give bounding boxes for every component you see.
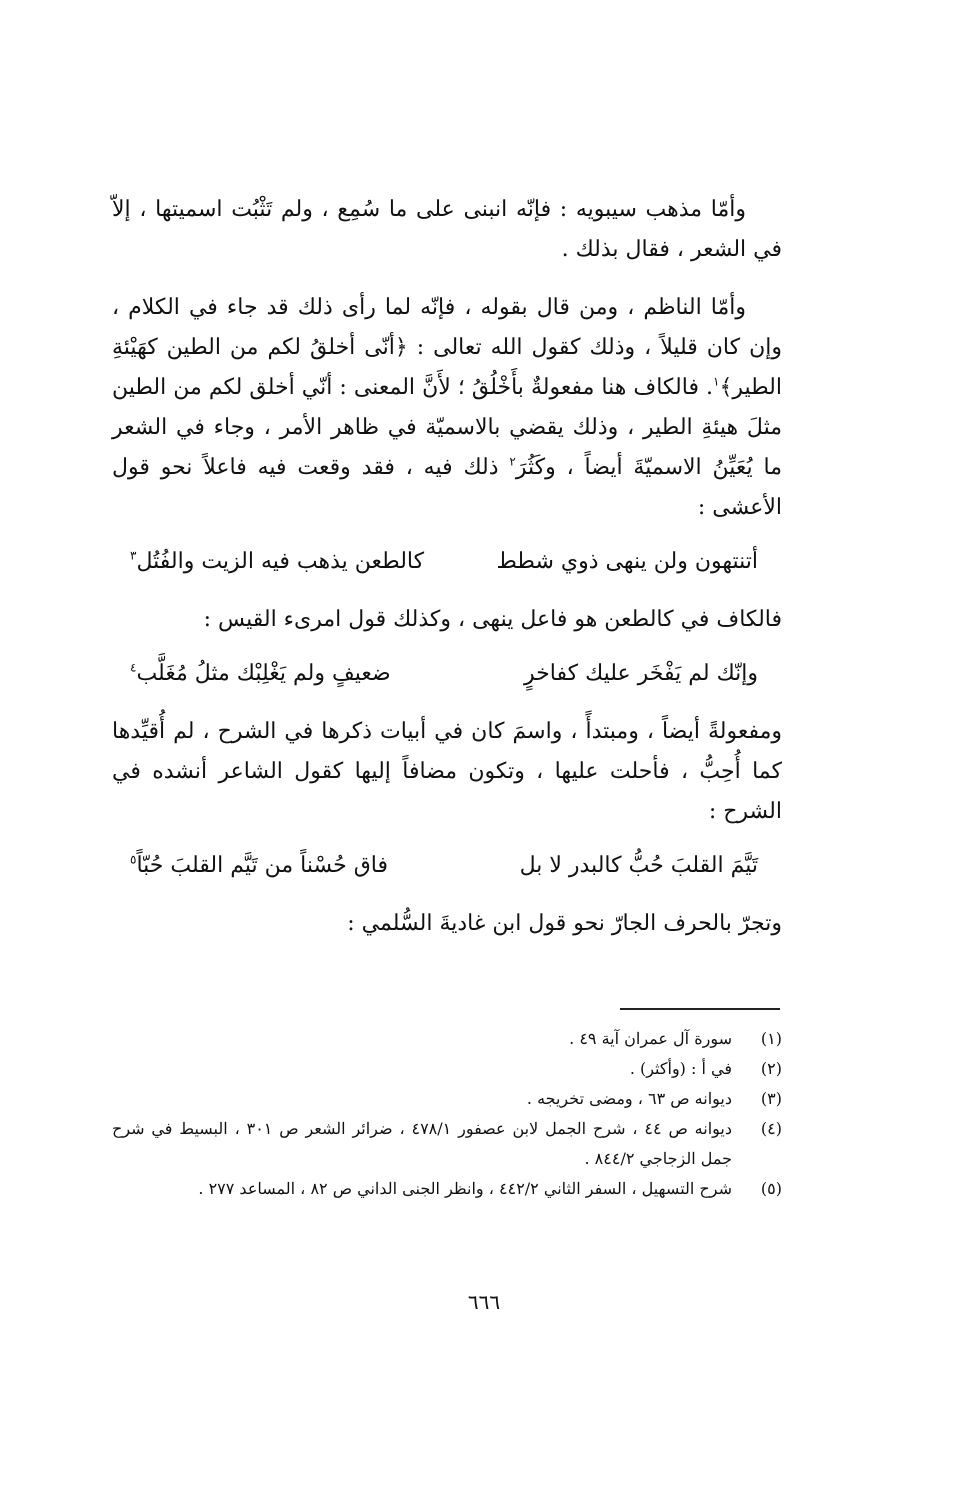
verse-1-second-hemistich	[130, 542, 424, 582]
footnote-text: ديوانه ص ٦٣ ، ومضى تخريجه .	[526, 1089, 732, 1108]
paragraph-2-part-b: . فالكاف هنا مفعولةٌ بأَخْلُقُ ؛ لأَنَّ المعنى : أنّي أخلق لكم من الطين مثلَ هيئةِ الطير ، وذلك يقضي بالاسميّة في ظاهر الأمر ، وجاء في الشعر ما يُعَيِّنُ الاسميّةَ أيضاً ، وكَثُرَ	[112, 375, 783, 480]
footnote-item	[112, 1084, 782, 1114]
footnote-ref-2: ٢	[509, 454, 516, 469]
verse-3	[112, 846, 782, 886]
paragraph-2	[112, 288, 782, 528]
footnote-item	[112, 1024, 782, 1054]
paragraph-4: ومفعولةً أيضاً ، ومبتدأً ، واسمَ كان في أبيات ذكرها في الشرح ، لم أُقيِّدها كما أُحِبُّ ، فأحلت عليها ، وتكون مضافاً إليها كقول الشاعر أنشده في الشرح :	[112, 719, 782, 824]
footnote-text: ديوانه ص ٤٤ ، شرح الجمل لابن عصفور ٤٧٨/١ ، ضرائر الشعر ص ٣٠١ ، البسيط في شرح جمل الزجاجي ٨٤٤/٢ .	[112, 1119, 732, 1168]
paragraph-1: وأمّا مذهب سيبويه : فإنّه انبنى على ما سُمِع ، ولم تَثْبُت اسميتها ، إلاّ في الشعر ، فقال بذلك .	[112, 197, 782, 262]
verse-2-second-hemistich	[130, 654, 391, 694]
verse-1	[112, 542, 782, 582]
footnote-ref-5: ٥	[130, 852, 137, 867]
footnote-item	[112, 1174, 782, 1204]
footnote-separator	[620, 1008, 780, 1010]
verse-2-second-text: ضعيفٍ ولم يَغْلِبْك مثلُ مُغَلَّب	[136, 661, 391, 686]
footnote-number: (٢)	[760, 1059, 782, 1078]
main-text	[112, 190, 782, 958]
footnote-item	[112, 1114, 782, 1174]
paragraph-5: وتجرّ بالحرف الجارّ نحو قول ابن غاديةَ السُّلمي :	[347, 911, 782, 936]
verse-2	[112, 654, 782, 694]
page-number: ٦٦٦	[467, 1290, 501, 1314]
paragraph-3: فالكاف في كالطعن هو فاعل ينهى ، وكذلك قول امرىء القيس :	[203, 607, 782, 632]
footnote-number: (٤)	[760, 1119, 782, 1138]
footnote-number: (٥)	[760, 1179, 782, 1198]
verse-2-first-hemistich: وإنّك لم يَفْخَر عليك كفاخرٍ	[524, 661, 758, 686]
footnote-text: سورة آل عمران آية ٤٩ .	[569, 1029, 732, 1048]
verse-3-first-hemistich: تَيَّمَ القلبَ حُبُّ كالبدر لا بل	[519, 853, 758, 878]
footnote-text: شرح التسهيل ، السفر الثاني ٤٤٢/٢ ، وانظر الجنى الداني ص ٨٢ ، المساعد ٢٧٧ .	[198, 1179, 732, 1198]
footnote-number: (٣)	[760, 1089, 782, 1108]
footnote-number: (١)	[760, 1029, 782, 1048]
footnote-ref-3: ٣	[130, 548, 137, 563]
footnote-item	[112, 1054, 782, 1084]
verse-3-second-hemistich	[130, 846, 388, 886]
paragraph-2-part-c: ذلك فيه ، فقد وقعت فيه فاعلاً نحو قول الأعشى :	[112, 455, 782, 520]
verse-3-second-text: فاق حُسْناً من تَيَّم القلبَ حُبّاً	[136, 853, 388, 878]
verse-1-first-hemistich: أتنتهون ولن ينهى ذوي شطط	[496, 549, 758, 574]
footnotes	[112, 1024, 782, 1204]
footnote-ref-1: ١	[713, 374, 720, 389]
verse-1-second-text: كالطعن يذهب فيه الزيت والفُتُل	[136, 549, 425, 574]
paragraph-2-part-a: وأمّا الناظم ، ومن قال بقوله ، فإنّه لما رأى ذلك قد جاء في الكلام ، وإن كان قليلاً ، وذلك كقول الله تعالى : ﴿أنّى أخلقُ لكم من الطين كهَيْئةِ الطير﴾	[112, 295, 782, 400]
footnote-text: في أ : (وأكثر) .	[629, 1059, 732, 1078]
footnote-ref-4: ٤	[130, 660, 137, 675]
